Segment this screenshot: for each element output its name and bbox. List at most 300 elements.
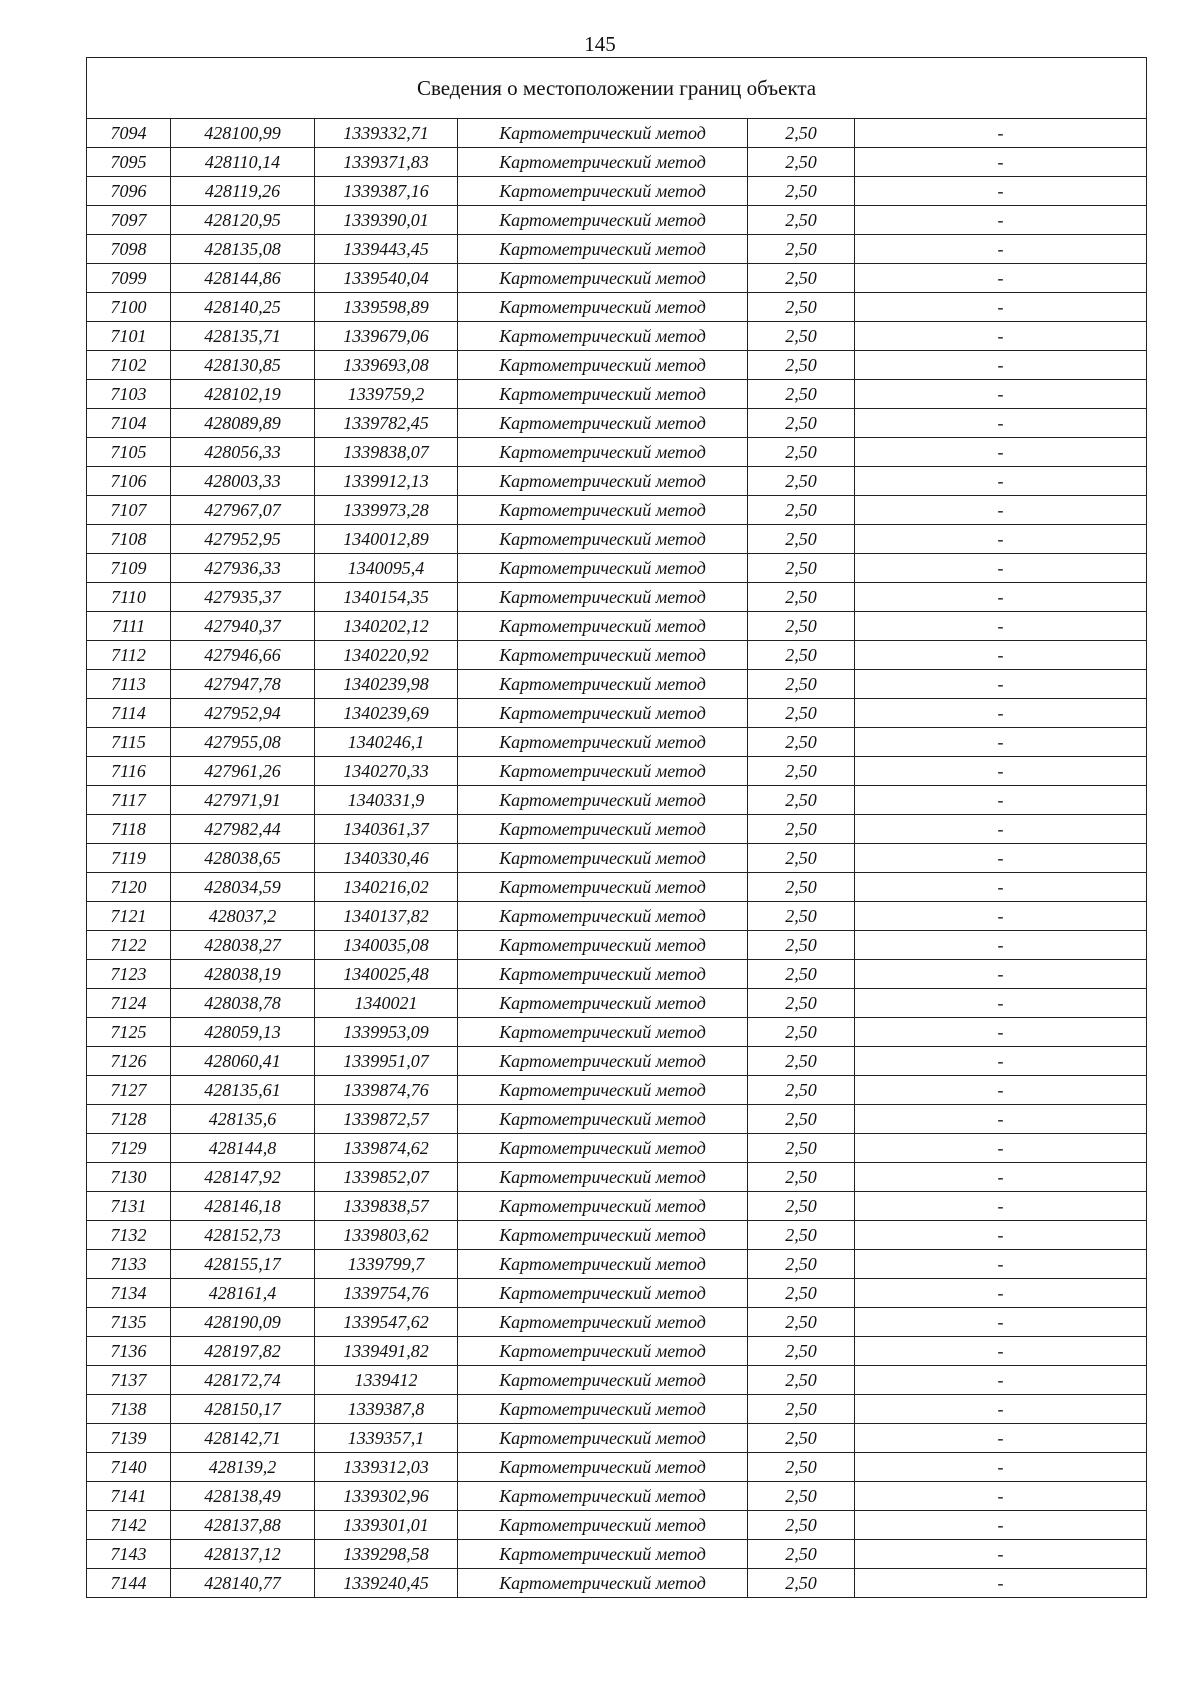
point-number-cell: 7132 <box>87 1221 171 1250</box>
x-coordinate-cell: 427955,08 <box>171 728 315 757</box>
y-coordinate-cell: 1339312,03 <box>315 1453 458 1482</box>
point-number-cell: 7111 <box>87 612 171 641</box>
accuracy-cell: 2,50 <box>748 844 855 873</box>
description-cell: - <box>855 264 1147 293</box>
method-cell: Картометрический метод <box>458 1337 748 1366</box>
table-row <box>87 119 1147 148</box>
point-number-cell: 7100 <box>87 293 171 322</box>
x-coordinate-cell: 428089,89 <box>171 409 315 438</box>
y-coordinate-cell: 1339302,96 <box>315 1482 458 1511</box>
table-row <box>87 177 1147 206</box>
y-coordinate-cell: 1339912,13 <box>315 467 458 496</box>
accuracy-cell: 2,50 <box>748 786 855 815</box>
method-cell: Картометрический метод <box>458 554 748 583</box>
description-cell: - <box>855 1163 1147 1192</box>
method-cell: Картометрический метод <box>458 844 748 873</box>
point-number-cell: 7115 <box>87 728 171 757</box>
y-coordinate-cell: 1339387,8 <box>315 1395 458 1424</box>
method-cell: Картометрический метод <box>458 873 748 902</box>
point-number-cell: 7144 <box>87 1569 171 1598</box>
description-cell: - <box>855 1250 1147 1279</box>
x-coordinate-cell: 427967,07 <box>171 496 315 525</box>
y-coordinate-cell: 1339298,58 <box>315 1540 458 1569</box>
description-cell: - <box>855 873 1147 902</box>
y-coordinate-cell: 1340330,46 <box>315 844 458 873</box>
description-cell: - <box>855 612 1147 641</box>
y-coordinate-cell: 1340239,69 <box>315 699 458 728</box>
point-number-cell: 7131 <box>87 1192 171 1221</box>
table-row <box>87 1076 1147 1105</box>
method-cell: Картометрический метод <box>458 757 748 786</box>
point-number-cell: 7119 <box>87 844 171 873</box>
point-number-cell: 7135 <box>87 1308 171 1337</box>
table-row <box>87 264 1147 293</box>
method-cell: Картометрический метод <box>458 496 748 525</box>
point-number-cell: 7143 <box>87 1540 171 1569</box>
accuracy-cell: 2,50 <box>748 1366 855 1395</box>
method-cell: Картометрический метод <box>458 235 748 264</box>
accuracy-cell: 2,50 <box>748 670 855 699</box>
accuracy-cell: 2,50 <box>748 496 855 525</box>
method-cell: Картометрический метод <box>458 1395 748 1424</box>
table-row <box>87 612 1147 641</box>
description-cell: - <box>855 641 1147 670</box>
accuracy-cell: 2,50 <box>748 1018 855 1047</box>
table-row <box>87 1337 1147 1366</box>
point-number-cell: 7137 <box>87 1366 171 1395</box>
description-cell: - <box>855 409 1147 438</box>
table-row <box>87 1192 1147 1221</box>
description-cell: - <box>855 1221 1147 1250</box>
y-coordinate-cell: 1339803,62 <box>315 1221 458 1250</box>
table-row <box>87 728 1147 757</box>
x-coordinate-cell: 428161,4 <box>171 1279 315 1308</box>
x-coordinate-cell: 428059,13 <box>171 1018 315 1047</box>
point-number-cell: 7114 <box>87 699 171 728</box>
y-coordinate-cell: 1340220,92 <box>315 641 458 670</box>
description-cell: - <box>855 815 1147 844</box>
accuracy-cell: 2,50 <box>748 1482 855 1511</box>
table-row <box>87 1105 1147 1134</box>
table-row <box>87 1221 1147 1250</box>
x-coordinate-cell: 428139,2 <box>171 1453 315 1482</box>
table-row <box>87 931 1147 960</box>
table-row <box>87 467 1147 496</box>
table-row <box>87 1366 1147 1395</box>
y-coordinate-cell: 1339872,57 <box>315 1105 458 1134</box>
x-coordinate-cell: 428038,78 <box>171 989 315 1018</box>
y-coordinate-cell: 1339332,71 <box>315 119 458 148</box>
method-cell: Картометрический метод <box>458 1569 748 1598</box>
method-cell: Картометрический метод <box>458 380 748 409</box>
x-coordinate-cell: 428102,19 <box>171 380 315 409</box>
description-cell: - <box>855 380 1147 409</box>
y-coordinate-cell: 1340361,37 <box>315 815 458 844</box>
accuracy-cell: 2,50 <box>748 1569 855 1598</box>
description-cell: - <box>855 931 1147 960</box>
method-cell: Картометрический метод <box>458 1482 748 1511</box>
y-coordinate-cell: 1340216,02 <box>315 873 458 902</box>
accuracy-cell: 2,50 <box>748 322 855 351</box>
method-cell: Картометрический метод <box>458 612 748 641</box>
accuracy-cell: 2,50 <box>748 409 855 438</box>
point-number-cell: 7127 <box>87 1076 171 1105</box>
x-coordinate-cell: 428003,33 <box>171 467 315 496</box>
x-coordinate-cell: 428060,41 <box>171 1047 315 1076</box>
y-coordinate-cell: 1339951,07 <box>315 1047 458 1076</box>
point-number-cell: 7094 <box>87 119 171 148</box>
point-number-cell: 7110 <box>87 583 171 612</box>
method-cell: Картометрический метод <box>458 960 748 989</box>
table-row <box>87 902 1147 931</box>
y-coordinate-cell: 1339679,06 <box>315 322 458 351</box>
x-coordinate-cell: 427940,37 <box>171 612 315 641</box>
point-number-cell: 7136 <box>87 1337 171 1366</box>
table-row <box>87 583 1147 612</box>
point-number-cell: 7142 <box>87 1511 171 1540</box>
y-coordinate-cell: 1339759,2 <box>315 380 458 409</box>
accuracy-cell: 2,50 <box>748 119 855 148</box>
table-row <box>87 786 1147 815</box>
y-coordinate-cell: 1339874,62 <box>315 1134 458 1163</box>
point-number-cell: 7097 <box>87 206 171 235</box>
description-cell: - <box>855 351 1147 380</box>
point-number-cell: 7129 <box>87 1134 171 1163</box>
point-number-cell: 7133 <box>87 1250 171 1279</box>
method-cell: Картометрический метод <box>458 1134 748 1163</box>
x-coordinate-cell: 428135,61 <box>171 1076 315 1105</box>
y-coordinate-cell: 1339693,08 <box>315 351 458 380</box>
accuracy-cell: 2,50 <box>748 1395 855 1424</box>
point-number-cell: 7109 <box>87 554 171 583</box>
x-coordinate-cell: 428144,86 <box>171 264 315 293</box>
method-cell: Картометрический метод <box>458 1018 748 1047</box>
description-cell: - <box>855 1395 1147 1424</box>
x-coordinate-cell: 427982,44 <box>171 815 315 844</box>
method-cell: Картометрический метод <box>458 119 748 148</box>
x-coordinate-cell: 428147,92 <box>171 1163 315 1192</box>
y-coordinate-cell: 1339412 <box>315 1366 458 1395</box>
point-number-cell: 7107 <box>87 496 171 525</box>
description-cell: - <box>855 1192 1147 1221</box>
description-cell: - <box>855 1366 1147 1395</box>
x-coordinate-cell: 427947,78 <box>171 670 315 699</box>
method-cell: Картометрический метод <box>458 1308 748 1337</box>
description-cell: - <box>855 844 1147 873</box>
y-coordinate-cell: 1339799,7 <box>315 1250 458 1279</box>
x-coordinate-cell: 428152,73 <box>171 1221 315 1250</box>
y-coordinate-cell: 1340035,08 <box>315 931 458 960</box>
x-coordinate-cell: 428138,49 <box>171 1482 315 1511</box>
accuracy-cell: 2,50 <box>748 960 855 989</box>
table-row <box>87 380 1147 409</box>
method-cell: Картометрический метод <box>458 206 748 235</box>
method-cell: Картометрический метод <box>458 786 748 815</box>
y-coordinate-cell: 1340331,9 <box>315 786 458 815</box>
boundary-coordinates-table <box>86 57 1147 1598</box>
accuracy-cell: 2,50 <box>748 815 855 844</box>
y-coordinate-cell: 1339874,76 <box>315 1076 458 1105</box>
table-row <box>87 1540 1147 1569</box>
point-number-cell: 7125 <box>87 1018 171 1047</box>
accuracy-cell: 2,50 <box>748 1424 855 1453</box>
accuracy-cell: 2,50 <box>748 728 855 757</box>
method-cell: Картометрический метод <box>458 815 748 844</box>
point-number-cell: 7138 <box>87 1395 171 1424</box>
point-number-cell: 7139 <box>87 1424 171 1453</box>
method-cell: Картометрический метод <box>458 1279 748 1308</box>
x-coordinate-cell: 428144,8 <box>171 1134 315 1163</box>
table-row <box>87 1047 1147 1076</box>
table-row <box>87 525 1147 554</box>
y-coordinate-cell: 1340246,1 <box>315 728 458 757</box>
table-row <box>87 496 1147 525</box>
accuracy-cell: 2,50 <box>748 525 855 554</box>
table-row <box>87 148 1147 177</box>
y-coordinate-cell: 1339598,89 <box>315 293 458 322</box>
point-number-cell: 7124 <box>87 989 171 1018</box>
table-row <box>87 1279 1147 1308</box>
method-cell: Картометрический метод <box>458 264 748 293</box>
description-cell: - <box>855 1134 1147 1163</box>
method-cell: Картометрический метод <box>458 1192 748 1221</box>
x-coordinate-cell: 428135,6 <box>171 1105 315 1134</box>
y-coordinate-cell: 1339491,82 <box>315 1337 458 1366</box>
accuracy-cell: 2,50 <box>748 989 855 1018</box>
point-number-cell: 7101 <box>87 322 171 351</box>
table-row <box>87 815 1147 844</box>
description-cell: - <box>855 1105 1147 1134</box>
table-row <box>87 1453 1147 1482</box>
description-cell: - <box>855 554 1147 583</box>
accuracy-cell: 2,50 <box>748 1134 855 1163</box>
accuracy-cell: 2,50 <box>748 554 855 583</box>
accuracy-cell: 2,50 <box>748 1453 855 1482</box>
description-cell: - <box>855 583 1147 612</box>
accuracy-cell: 2,50 <box>748 902 855 931</box>
point-number-cell: 7104 <box>87 409 171 438</box>
method-cell: Картометрический метод <box>458 670 748 699</box>
method-cell: Картометрический метод <box>458 699 748 728</box>
y-coordinate-cell: 1340154,35 <box>315 583 458 612</box>
accuracy-cell: 2,50 <box>748 438 855 467</box>
accuracy-cell: 2,50 <box>748 1308 855 1337</box>
x-coordinate-cell: 428140,77 <box>171 1569 315 1598</box>
method-cell: Картометрический метод <box>458 902 748 931</box>
accuracy-cell: 2,50 <box>748 264 855 293</box>
accuracy-cell: 2,50 <box>748 351 855 380</box>
table-row <box>87 989 1147 1018</box>
method-cell: Картометрический метод <box>458 1163 748 1192</box>
description-cell: - <box>855 206 1147 235</box>
method-cell: Картометрический метод <box>458 728 748 757</box>
accuracy-cell: 2,50 <box>748 235 855 264</box>
x-coordinate-cell: 428172,74 <box>171 1366 315 1395</box>
x-coordinate-cell: 428119,26 <box>171 177 315 206</box>
table-row <box>87 1482 1147 1511</box>
method-cell: Картометрический метод <box>458 1453 748 1482</box>
description-cell: - <box>855 757 1147 786</box>
point-number-cell: 7123 <box>87 960 171 989</box>
y-coordinate-cell: 1340202,12 <box>315 612 458 641</box>
x-coordinate-cell: 428137,12 <box>171 1540 315 1569</box>
x-coordinate-cell: 427961,26 <box>171 757 315 786</box>
x-coordinate-cell: 428146,18 <box>171 1192 315 1221</box>
accuracy-cell: 2,50 <box>748 612 855 641</box>
y-coordinate-cell: 1339953,09 <box>315 1018 458 1047</box>
method-cell: Картометрический метод <box>458 1076 748 1105</box>
page-number: 145 <box>584 32 616 56</box>
table-row <box>87 409 1147 438</box>
accuracy-cell: 2,50 <box>748 293 855 322</box>
x-coordinate-cell: 427952,94 <box>171 699 315 728</box>
accuracy-cell: 2,50 <box>748 1192 855 1221</box>
y-coordinate-cell: 1339301,01 <box>315 1511 458 1540</box>
description-cell: - <box>855 496 1147 525</box>
table-row <box>87 1134 1147 1163</box>
table-row <box>87 670 1147 699</box>
method-cell: Картометрический метод <box>458 1511 748 1540</box>
x-coordinate-cell: 427971,91 <box>171 786 315 815</box>
table-row <box>87 554 1147 583</box>
x-coordinate-cell: 428100,99 <box>171 119 315 148</box>
accuracy-cell: 2,50 <box>748 1279 855 1308</box>
description-cell: - <box>855 1308 1147 1337</box>
point-number-cell: 7122 <box>87 931 171 960</box>
point-number-cell: 7126 <box>87 1047 171 1076</box>
method-cell: Картометрический метод <box>458 1540 748 1569</box>
accuracy-cell: 2,50 <box>748 641 855 670</box>
point-number-cell: 7130 <box>87 1163 171 1192</box>
point-number-cell: 7095 <box>87 148 171 177</box>
x-coordinate-cell: 428056,33 <box>171 438 315 467</box>
method-cell: Картометрический метод <box>458 409 748 438</box>
accuracy-cell: 2,50 <box>748 1105 855 1134</box>
y-coordinate-cell: 1339547,62 <box>315 1308 458 1337</box>
x-coordinate-cell: 428135,71 <box>171 322 315 351</box>
accuracy-cell: 2,50 <box>748 206 855 235</box>
table-row <box>87 351 1147 380</box>
y-coordinate-cell: 1340239,98 <box>315 670 458 699</box>
table-row <box>87 322 1147 351</box>
y-coordinate-cell: 1339838,57 <box>315 1192 458 1221</box>
point-number-cell: 7108 <box>87 525 171 554</box>
table-row <box>87 699 1147 728</box>
description-cell: - <box>855 989 1147 1018</box>
table-row <box>87 438 1147 467</box>
table-row <box>87 1569 1147 1598</box>
y-coordinate-cell: 1340021 <box>315 989 458 1018</box>
method-cell: Картометрический метод <box>458 293 748 322</box>
point-number-cell: 7140 <box>87 1453 171 1482</box>
method-cell: Картометрический метод <box>458 467 748 496</box>
x-coordinate-cell: 428038,65 <box>171 844 315 873</box>
accuracy-cell: 2,50 <box>748 1337 855 1366</box>
table-row <box>87 844 1147 873</box>
description-cell: - <box>855 786 1147 815</box>
accuracy-cell: 2,50 <box>748 1047 855 1076</box>
x-coordinate-cell: 427936,33 <box>171 554 315 583</box>
y-coordinate-cell: 1339838,07 <box>315 438 458 467</box>
x-coordinate-cell: 428190,09 <box>171 1308 315 1337</box>
y-coordinate-cell: 1339371,83 <box>315 148 458 177</box>
x-coordinate-cell: 428150,17 <box>171 1395 315 1424</box>
point-number-cell: 7141 <box>87 1482 171 1511</box>
point-number-cell: 7113 <box>87 670 171 699</box>
description-cell: - <box>855 438 1147 467</box>
accuracy-cell: 2,50 <box>748 699 855 728</box>
table-row <box>87 873 1147 902</box>
point-number-cell: 7121 <box>87 902 171 931</box>
point-number-cell: 7117 <box>87 786 171 815</box>
point-number-cell: 7105 <box>87 438 171 467</box>
accuracy-cell: 2,50 <box>748 873 855 902</box>
accuracy-cell: 2,50 <box>748 148 855 177</box>
point-number-cell: 7134 <box>87 1279 171 1308</box>
y-coordinate-cell: 1339782,45 <box>315 409 458 438</box>
x-coordinate-cell: 427946,66 <box>171 641 315 670</box>
y-coordinate-cell: 1339387,16 <box>315 177 458 206</box>
x-coordinate-cell: 428034,59 <box>171 873 315 902</box>
description-cell: - <box>855 119 1147 148</box>
x-coordinate-cell: 427952,95 <box>171 525 315 554</box>
y-coordinate-cell: 1339540,04 <box>315 264 458 293</box>
method-cell: Картометрический метод <box>458 351 748 380</box>
table-row <box>87 757 1147 786</box>
method-cell: Картометрический метод <box>458 322 748 351</box>
description-cell: - <box>855 1511 1147 1540</box>
accuracy-cell: 2,50 <box>748 1511 855 1540</box>
description-cell: - <box>855 1076 1147 1105</box>
accuracy-cell: 2,50 <box>748 1221 855 1250</box>
description-cell: - <box>855 670 1147 699</box>
accuracy-cell: 2,50 <box>748 583 855 612</box>
point-number-cell: 7102 <box>87 351 171 380</box>
method-cell: Картометрический метод <box>458 931 748 960</box>
description-cell: - <box>855 293 1147 322</box>
accuracy-cell: 2,50 <box>748 1163 855 1192</box>
method-cell: Картометрический метод <box>458 583 748 612</box>
y-coordinate-cell: 1339852,07 <box>315 1163 458 1192</box>
description-cell: - <box>855 1424 1147 1453</box>
description-cell: - <box>855 148 1147 177</box>
method-cell: Картометрический метод <box>458 438 748 467</box>
x-coordinate-cell: 428135,08 <box>171 235 315 264</box>
x-coordinate-cell: 428155,17 <box>171 1250 315 1279</box>
description-cell: - <box>855 1482 1147 1511</box>
y-coordinate-cell: 1339973,28 <box>315 496 458 525</box>
table-row <box>87 206 1147 235</box>
description-cell: - <box>855 467 1147 496</box>
method-cell: Картометрический метод <box>458 148 748 177</box>
method-cell: Картометрический метод <box>458 177 748 206</box>
y-coordinate-cell: 1340095,4 <box>315 554 458 583</box>
table-row <box>87 1250 1147 1279</box>
table-row <box>87 960 1147 989</box>
table-row <box>87 1424 1147 1453</box>
point-number-cell: 7103 <box>87 380 171 409</box>
accuracy-cell: 2,50 <box>748 1540 855 1569</box>
method-cell: Картометрический метод <box>458 1047 748 1076</box>
accuracy-cell: 2,50 <box>748 931 855 960</box>
table-row <box>87 641 1147 670</box>
description-cell: - <box>855 960 1147 989</box>
x-coordinate-cell: 428140,25 <box>171 293 315 322</box>
description-cell: - <box>855 728 1147 757</box>
description-cell: - <box>855 1453 1147 1482</box>
description-cell: - <box>855 1569 1147 1598</box>
point-number-cell: 7118 <box>87 815 171 844</box>
